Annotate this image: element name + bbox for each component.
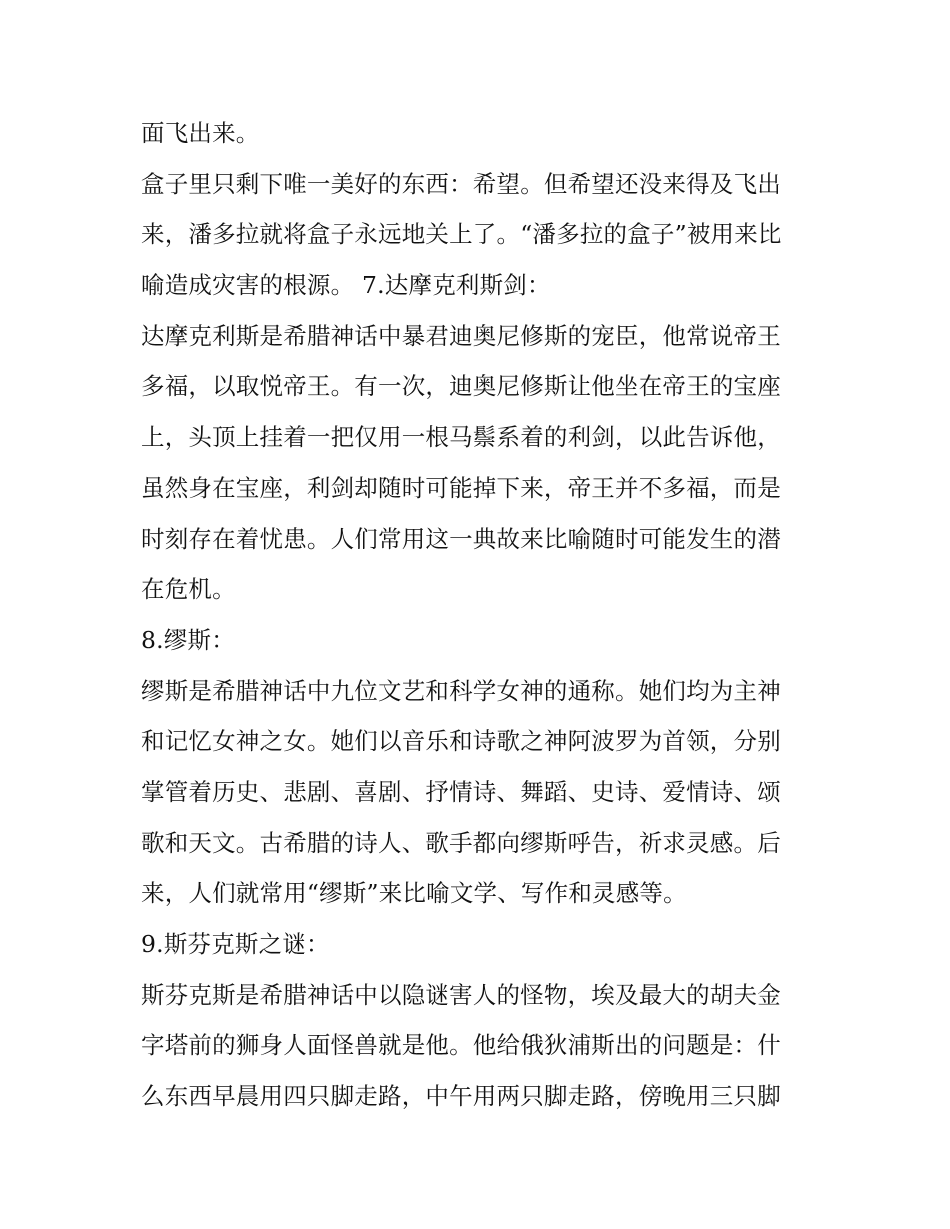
text-line-1: 面飞出来。 [141, 119, 260, 147]
text-line-18: 斯芬克斯是希腊神话中以隐谜害人的怪物，埃及最大的胡夫金 [141, 980, 781, 1009]
text-line-7: 上，头顶上挂着一把仅用一根马鬃系着的利剑，以此告诉他， [141, 423, 781, 452]
text-line-9: 时刻存在着忧患。人们常用这一典故来比喻随时可能发生的潜 [141, 524, 781, 553]
text-line-8: 虽然身在宝座，利剑却随时可能掉下来，帝王并不多福，而是 [141, 473, 781, 502]
text-line-10: 在危机。 [141, 575, 236, 604]
text-line-3: 来，潘多拉就将盒子永远地关上了。“潘多拉的盒子”被用来比 [141, 220, 782, 249]
text-line-4: 喻造成灾害的根源。 7.达摩克利斯剑： [141, 271, 551, 300]
text-line-5: 达摩克利斯是希腊神话中暴君迪奥尼修斯的宠臣，他常说帝王 [141, 321, 781, 350]
text-line-12: 缪斯是希腊神话中九位文艺和科学女神的通称。她们均为主神 [141, 676, 781, 705]
text-line-2: 盒子里只剩下唯一美好的东西：希望。但希望还没来得及飞出 [141, 169, 781, 198]
section-heading-9: 9.斯芬克斯之谜： [141, 930, 330, 958]
document-body [141, 108, 821, 1122]
text-line-14: 掌管着历史、悲剧、喜剧、抒情诗、舞蹈、史诗、爱情诗、颂 [141, 777, 781, 806]
text-line-15: 歌和天文。古希腊的诗人、歌手都向缪斯呼告，祈求灵感。后 [141, 828, 781, 857]
text-line-20: 么东西早晨用四只脚走路，中午用两只脚走路，傍晚用三只脚 [141, 1082, 781, 1111]
text-line-13: 和记忆女神之女。她们以音乐和诗歌之神阿波罗为首领，分别 [141, 727, 781, 756]
text-line-19: 字塔前的狮身人面怪兽就是他。他给俄狄浦斯出的问题是：什 [141, 1031, 781, 1060]
text-line-6: 多福，以取悦帝王。有一次，迪奥尼修斯让他坐在帝王的宝座 [141, 372, 781, 401]
text-line-16: 来，人们就常用“缪斯”来比喻文学、写作和灵感等。 [141, 879, 687, 908]
section-heading-8: 8.缪斯： [141, 625, 235, 654]
